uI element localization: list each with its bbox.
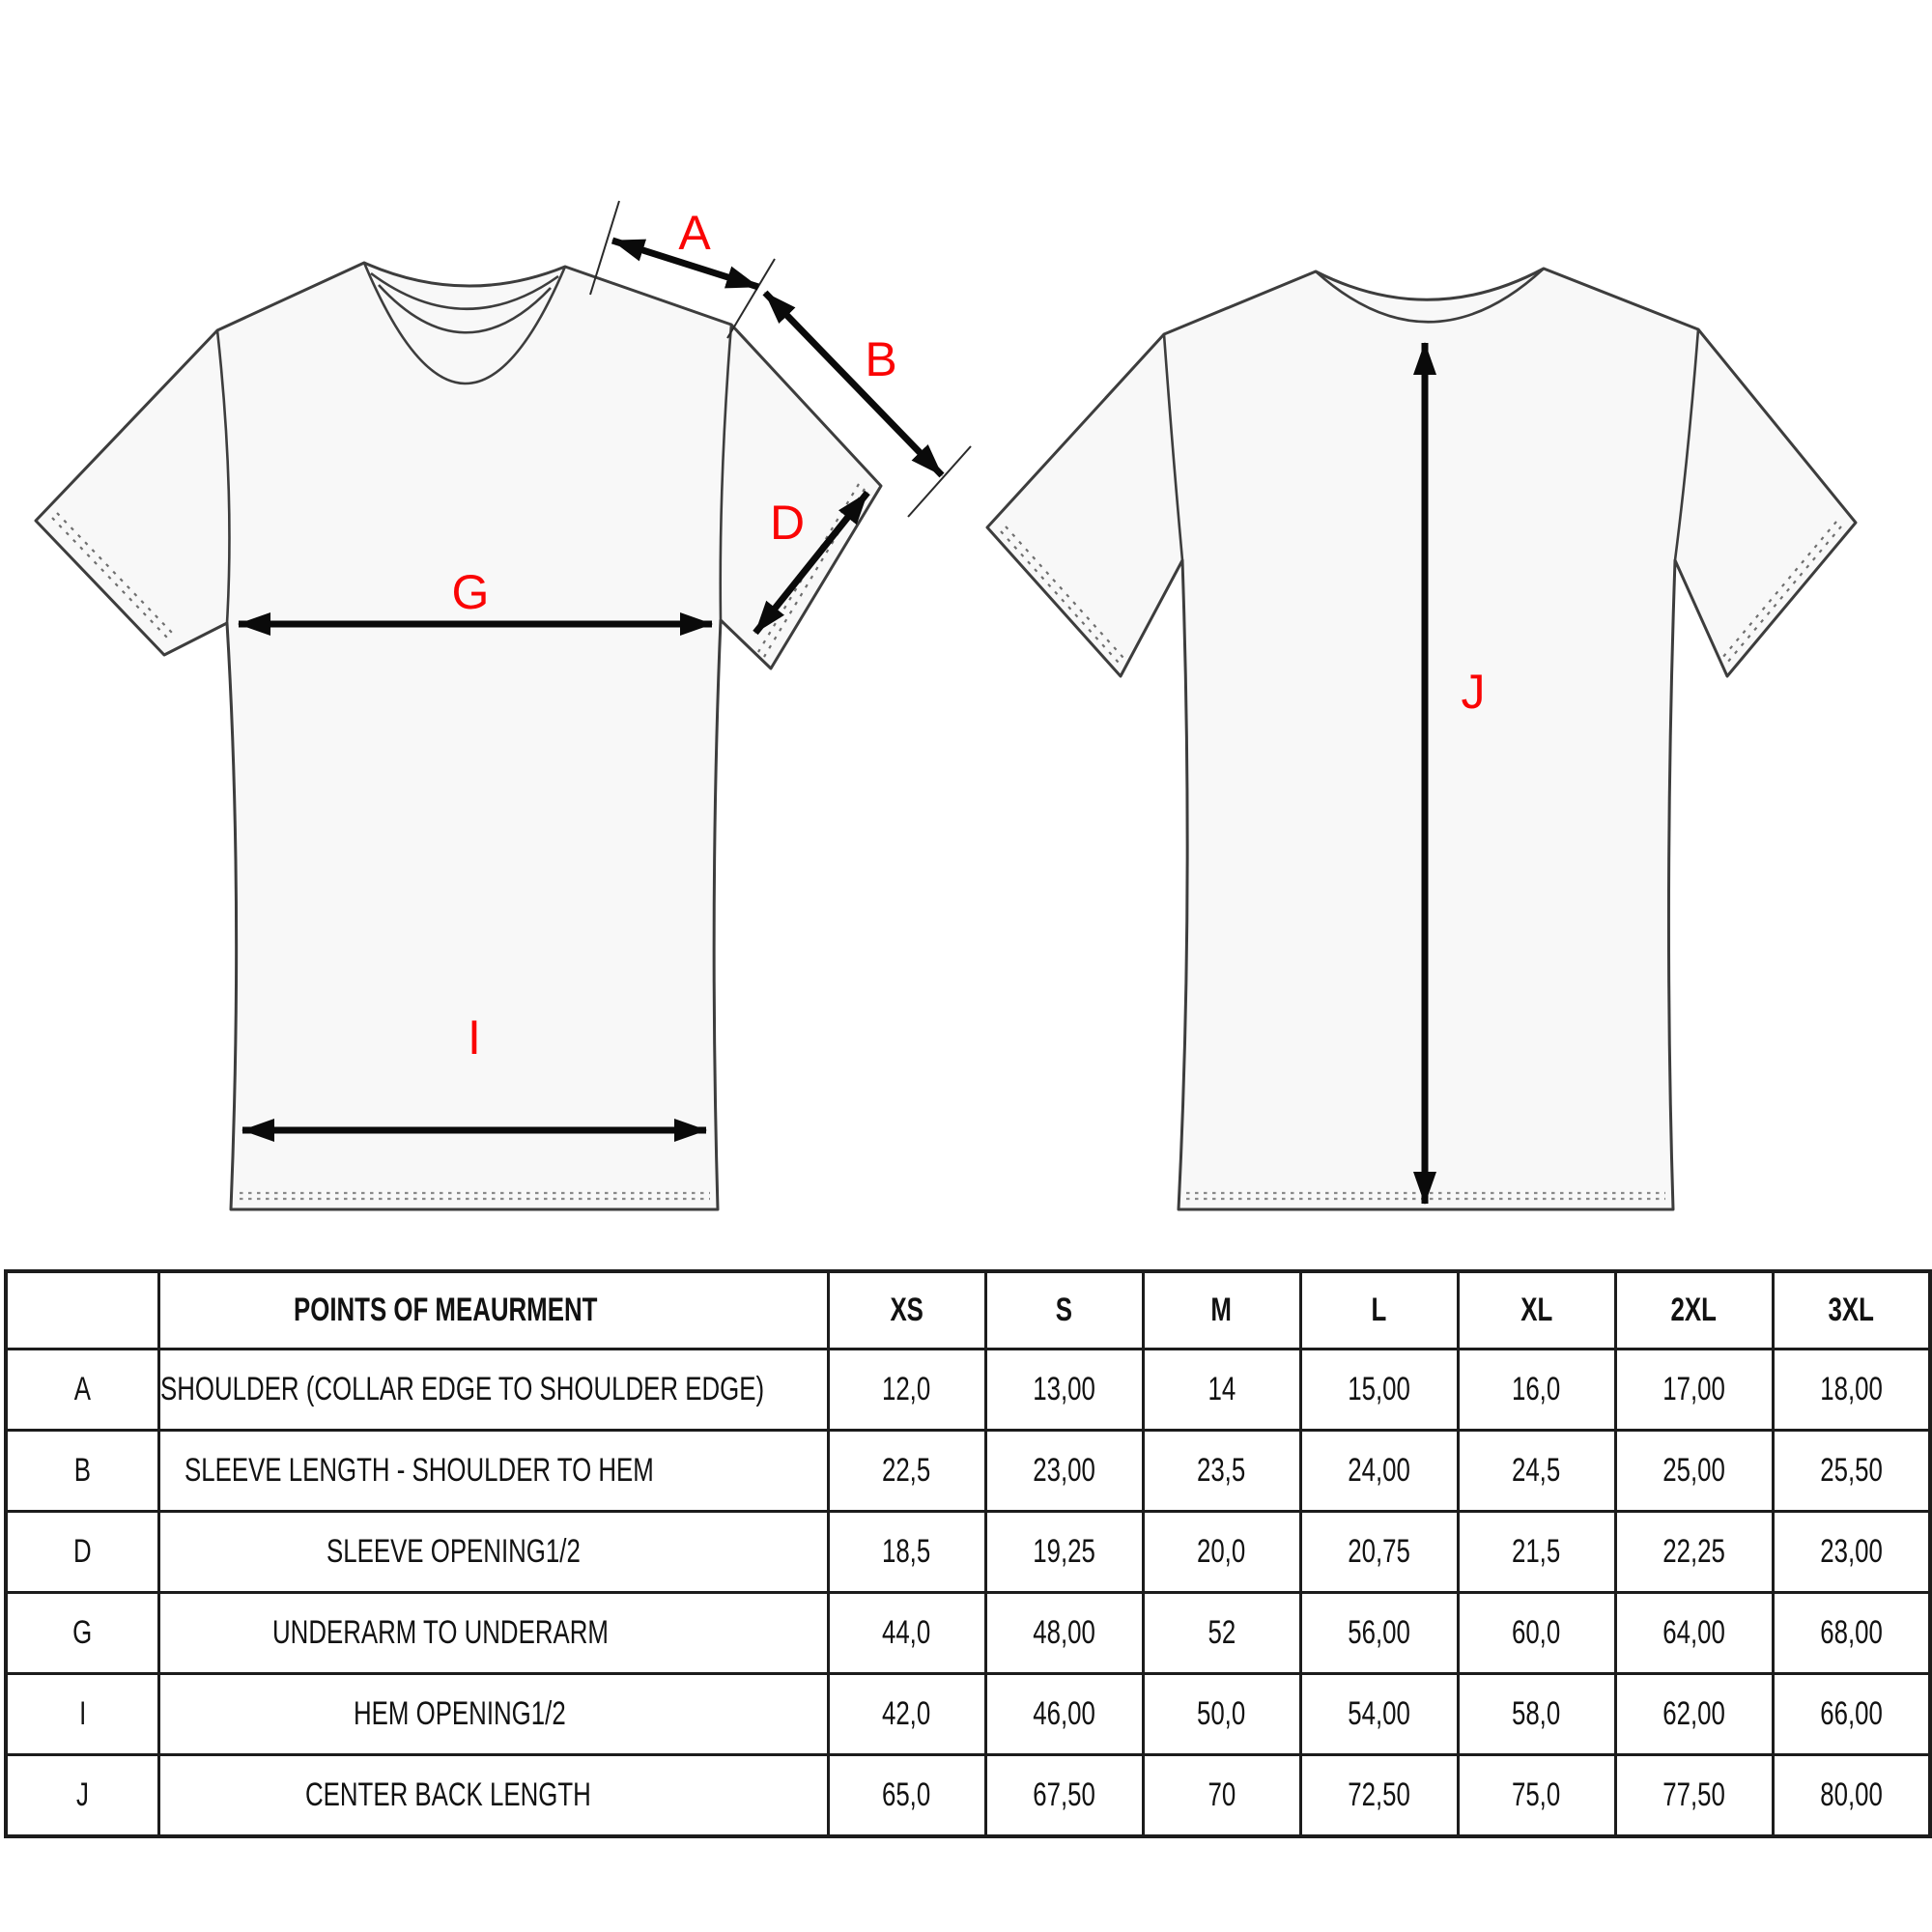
row-label-cell: SLEEVE OPENING1/2 <box>158 1512 828 1593</box>
value-cell: 72,50 <box>1300 1755 1458 1837</box>
size-header-l: L <box>1300 1271 1458 1350</box>
value-cell: 56,00 <box>1300 1593 1458 1674</box>
diagram-label-j: J <box>1461 665 1486 719</box>
table-row-i <box>6 1674 1930 1755</box>
value-cell: 18,00 <box>1773 1350 1930 1431</box>
value-cell: 15,00 <box>1300 1350 1458 1431</box>
value-cell: 23,00 <box>985 1431 1143 1512</box>
value-cell: 65,0 <box>828 1755 985 1837</box>
value-cell: 16,0 <box>1458 1350 1615 1431</box>
value-cell: 21,5 <box>1458 1512 1615 1593</box>
table-row-a <box>6 1350 1930 1431</box>
measurement-table <box>4 1269 1932 1838</box>
value-cell: 70 <box>1143 1755 1300 1837</box>
table-header-row <box>6 1271 1930 1350</box>
value-cell: 24,00 <box>1300 1431 1458 1512</box>
points-of-measurement-header: POINTS OF MEAURMENT <box>158 1271 828 1350</box>
size-header-2xl: 2XL <box>1615 1271 1773 1350</box>
row-label-cell: CENTER BACK LENGTH <box>158 1755 828 1837</box>
diagram-label-b: B <box>865 332 897 386</box>
size-header-s: S <box>985 1271 1143 1350</box>
value-cell: 17,00 <box>1615 1350 1773 1431</box>
row-label-cell: SHOULDER (COLLAR EDGE TO SHOULDER EDGE) <box>158 1350 828 1431</box>
value-cell: 12,0 <box>828 1350 985 1431</box>
value-cell: 52 <box>1143 1593 1300 1674</box>
value-cell: 14 <box>1143 1350 1300 1431</box>
row-key-cell: I <box>6 1674 158 1755</box>
value-cell: 24,5 <box>1458 1431 1615 1512</box>
size-header-m: M <box>1143 1271 1300 1350</box>
value-cell: 46,00 <box>985 1674 1143 1755</box>
value-cell: 22,25 <box>1615 1512 1773 1593</box>
table-row-g <box>6 1593 1930 1674</box>
value-cell: 19,25 <box>985 1512 1143 1593</box>
row-label-cell: SLEEVE LENGTH - SHOULDER TO HEM <box>158 1431 828 1512</box>
value-cell: 23,5 <box>1143 1431 1300 1512</box>
table-row-j <box>6 1755 1930 1837</box>
value-cell: 20,0 <box>1143 1512 1300 1593</box>
table-row-d <box>6 1512 1930 1593</box>
value-cell: 80,00 <box>1773 1755 1930 1837</box>
value-cell: 25,00 <box>1615 1431 1773 1512</box>
value-cell: 22,5 <box>828 1431 985 1512</box>
value-cell: 58,0 <box>1458 1674 1615 1755</box>
table-row-b <box>6 1431 1930 1512</box>
value-cell: 44,0 <box>828 1593 985 1674</box>
row-label-cell: UNDERARM TO UNDERARM <box>158 1593 828 1674</box>
row-key-cell: D <box>6 1512 158 1593</box>
value-cell: 20,75 <box>1300 1512 1458 1593</box>
extension-line-b-end <box>908 446 971 517</box>
value-cell: 13,00 <box>985 1350 1143 1431</box>
value-cell: 54,00 <box>1300 1674 1458 1755</box>
value-cell: 67,50 <box>985 1755 1143 1837</box>
diagram-label-a: A <box>678 206 711 260</box>
value-cell: 64,00 <box>1615 1593 1773 1674</box>
size-header-xs: XS <box>828 1271 985 1350</box>
value-cell: 75,0 <box>1458 1755 1615 1837</box>
front-shirt-outline <box>36 263 881 1209</box>
front-shirt-drawing <box>36 263 881 1209</box>
value-cell: 66,00 <box>1773 1674 1930 1755</box>
size-header-xl: XL <box>1458 1271 1615 1350</box>
value-cell: 18,5 <box>828 1512 985 1593</box>
value-cell: 68,00 <box>1773 1593 1930 1674</box>
corner-cell <box>6 1271 158 1350</box>
value-cell: 23,00 <box>1773 1512 1930 1593</box>
size-header-3xl: 3XL <box>1773 1271 1930 1350</box>
diagram-label-g: G <box>451 565 490 619</box>
value-cell: 42,0 <box>828 1674 985 1755</box>
diagram-label-d: D <box>769 496 806 550</box>
value-cell: 50,0 <box>1143 1674 1300 1755</box>
row-key-cell: A <box>6 1350 158 1431</box>
value-cell: 62,00 <box>1615 1674 1773 1755</box>
value-cell: 60,0 <box>1458 1593 1615 1674</box>
row-key-cell: J <box>6 1755 158 1837</box>
row-label-cell: HEM OPENING1/2 <box>158 1674 828 1755</box>
value-cell: 77,50 <box>1615 1755 1773 1837</box>
row-key-cell: B <box>6 1431 158 1512</box>
diagram-label-i: I <box>468 1010 481 1065</box>
value-cell: 25,50 <box>1773 1431 1930 1512</box>
row-key-cell: G <box>6 1593 158 1674</box>
value-cell: 48,00 <box>985 1593 1143 1674</box>
